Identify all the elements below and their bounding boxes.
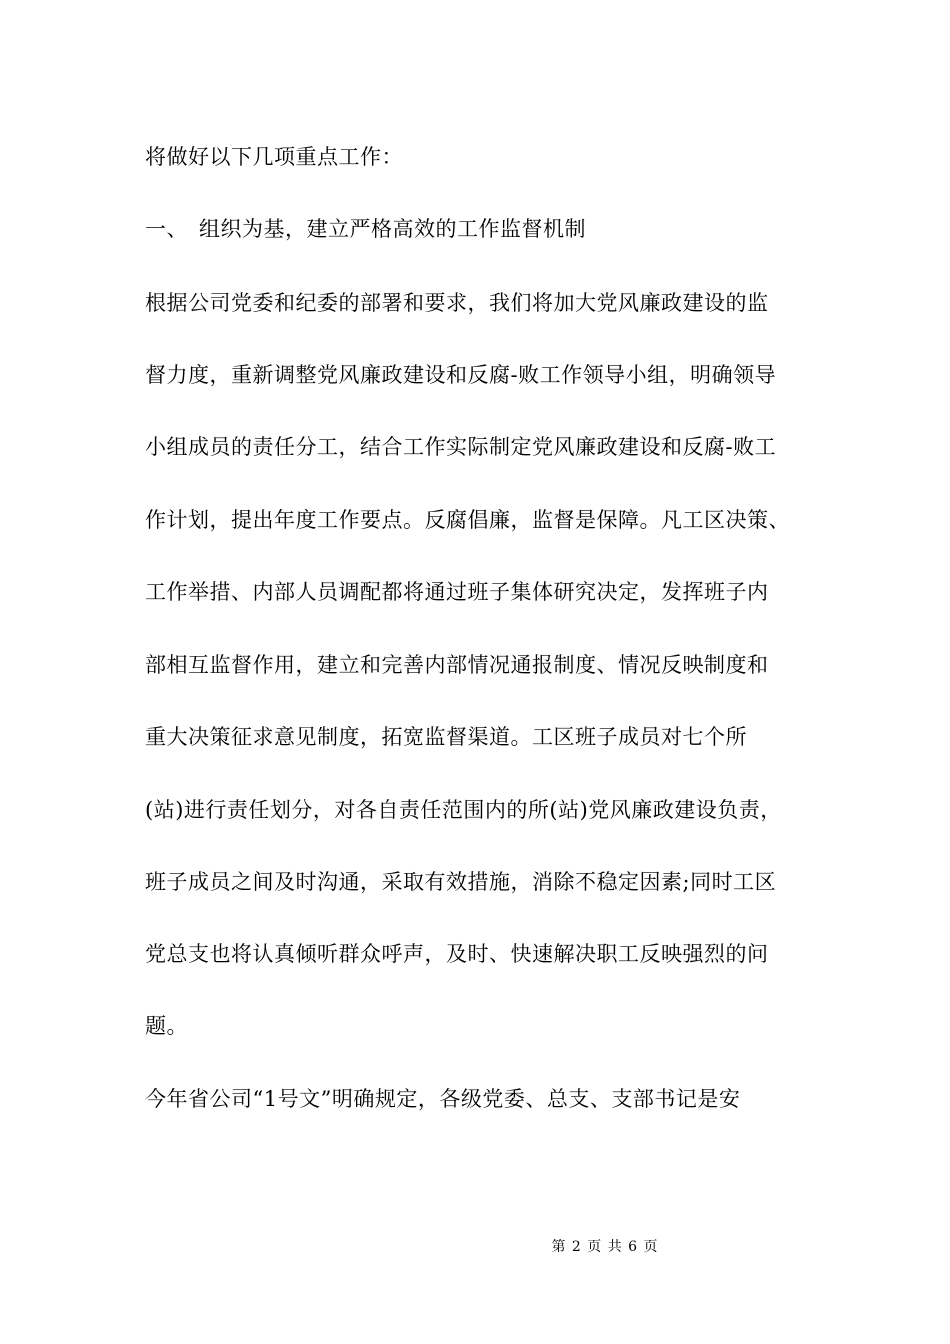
page-number: 第 2 页 共 6 页 (551, 1239, 659, 1255)
paragraph-line: 根据公司党委和纪委的部署和要求，我们将加大党风廉政建设的监 (145, 291, 769, 315)
paragraph-line: 题。 (145, 1014, 188, 1038)
page-footer (0, 1236, 950, 1256)
paragraph-line: 工作举措、内部人员调配都将通过班子集体研究决定，发挥班子内 (145, 580, 769, 604)
paragraph-line: 小组成员的责任分工，结合工作实际制定党风廉政建设和反腐-败工 (145, 435, 777, 459)
intro-line: 将做好以下几项重点工作： (145, 145, 403, 169)
paragraph-line: 今年省公司“1号文”明确规定，各级党委、总支、支部书记是安 (145, 1087, 741, 1111)
paragraph-line: (站)进行责任划分，对各自责任范围内的所(站)党风廉政建设负责， (145, 798, 782, 822)
paragraph-line: 班子成员之间及时沟通，采取有效措施，消除不稳定因素;同时工区 (145, 870, 777, 894)
section-heading-number: 一、 (145, 217, 188, 241)
paragraph-line: 重大决策征求意见制度，拓宽监督渠道。工区班子成员对七个所 (145, 725, 747, 749)
paragraph-line: 督力度，重新调整党风廉政建设和反腐-败工作领导小组，明确领导 (145, 363, 777, 387)
paragraph-line: 作计划，提出年度工作要点。反腐倡廉，监督是保障。凡工区决策、 (145, 508, 790, 532)
paragraph-line: 党总支也将认真倾听群众呼声，及时、快速解决职工反映强烈的问 (145, 942, 769, 966)
section-heading-text: 组织为基，建立严格高效的工作监督机制 (199, 217, 586, 241)
paragraph-line: 部相互监督作用，建立和完善内部情况通报制度、情况反映制度和 (145, 653, 769, 677)
section-heading (145, 214, 586, 244)
